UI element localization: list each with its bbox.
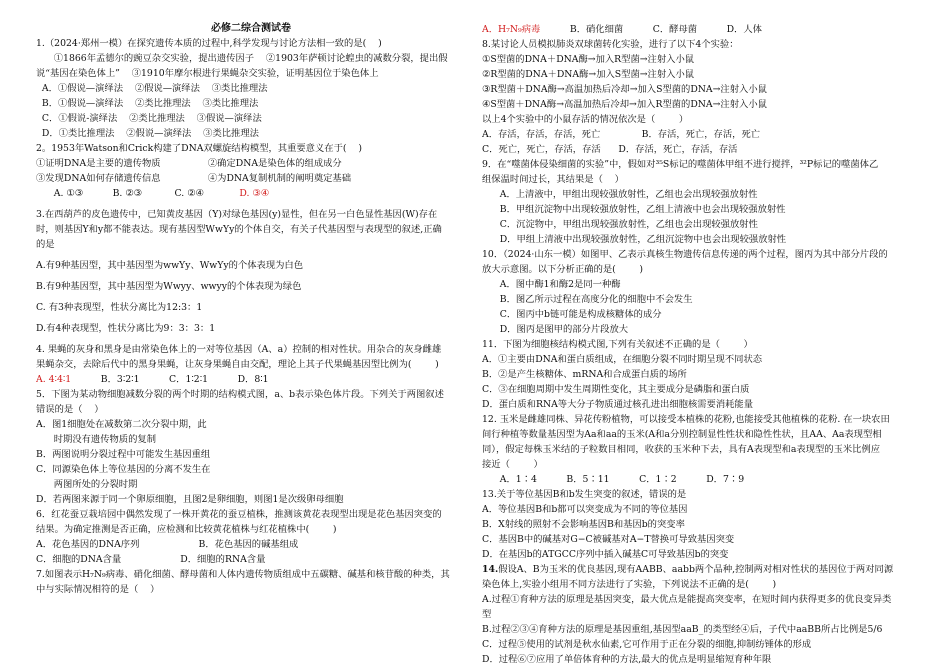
text-line bbox=[482, 82, 922, 97]
text-line bbox=[36, 186, 466, 201]
line-text: B．两图说明分裂过程中可能发生基因重组 bbox=[36, 449, 211, 460]
line-text: 时，则基因Y和y都不能表达。现有基因型WwYy的个体自交，有关子代基因型与表现型的叙述,正确 bbox=[36, 224, 442, 235]
line-text: B.过程②③④育种方法的原理是基因重组,基因型aaB_的类型经④后，子代中aaBB所占比例是5/6 bbox=[482, 624, 883, 635]
line-text: B．甲组沉淀物中出现较强放射性，乙组上清液中也会出现较强放射性 bbox=[482, 204, 786, 215]
line-text: 以上4个实验中的小鼠存活的情况依次是（ ） bbox=[482, 114, 689, 125]
text-line bbox=[482, 352, 922, 367]
text-line bbox=[482, 457, 922, 472]
text-line bbox=[482, 97, 922, 112]
text-line bbox=[36, 537, 466, 552]
line-text: D．在基因b的ATGCC序列中插入碱基C可导致基因b的突变 bbox=[482, 549, 729, 560]
text-line bbox=[482, 622, 922, 637]
line-text: 12. 玉米是雌雄同株、异花传粉植物，可以接受本植株的花粉,也能接受其他植株的花粉. 在一块农田 bbox=[482, 414, 890, 425]
line-text: C．死亡，死亡，存活，存活 D．存活，死亡，存活，存活 bbox=[482, 144, 738, 155]
line-text: 染色体上,实验小组用不同方法进行了实验，下列说法不正确的是( ) bbox=[482, 579, 777, 590]
text-line bbox=[482, 367, 922, 382]
text-line bbox=[482, 67, 922, 82]
text-line bbox=[36, 300, 466, 315]
text-line bbox=[482, 247, 922, 262]
line-text: C．细胞的DNA含量 D．细胞的RNA含量 bbox=[36, 554, 266, 565]
text-line bbox=[482, 502, 922, 517]
line-text: ②R型菌的DNA＋DNA酶→加入S型菌→注射入小鼠 bbox=[482, 69, 695, 80]
line-text: A．1∶4 B．5∶11 C．1∶2 D．7∶9 bbox=[482, 474, 745, 485]
text-line bbox=[36, 582, 466, 597]
text-line bbox=[36, 552, 466, 567]
line-text: C. 有3种表现型，性状分离比为12:3：1 bbox=[36, 302, 203, 313]
text-line bbox=[36, 522, 466, 537]
line-text: D．过程⑥⑦应用了单倍体育种的方法,最大的优点是明显缩短育种年限 bbox=[482, 654, 772, 665]
line-text: B．②是产生核糖体、mRNA和合成蛋白质的场所 bbox=[482, 369, 687, 380]
line-text: 组保温时间过长，其结果是（ ） bbox=[482, 174, 624, 185]
text-line bbox=[482, 517, 922, 532]
line-text: 果蝇杂交，去除后代中的黑身果蝇，让灰身果蝇自由交配，理论上其子代果蝇基因型比例为( ) bbox=[36, 359, 439, 370]
text-line bbox=[482, 217, 922, 232]
text-line bbox=[482, 322, 922, 337]
line-text: 接近（ ） bbox=[482, 459, 543, 470]
text-line bbox=[482, 187, 922, 202]
line-text: D.有4种表现型，性状分离比为9：3：3：1 bbox=[36, 323, 216, 334]
text-line bbox=[36, 96, 466, 111]
text-line bbox=[36, 477, 466, 492]
answer-mark: D. ③④ bbox=[239, 188, 270, 199]
text-line bbox=[36, 432, 466, 447]
line-text: 13.关于等位基因B和b发生突变的叙述，错误的是 bbox=[482, 489, 687, 500]
page-title: 必修二综合测试卷 bbox=[211, 23, 291, 34]
line-text: 说“基因在染色体上” ③1910年摩尔根进行果蝇杂交实验，证明基因位于染色体上 bbox=[36, 68, 379, 79]
text-line bbox=[36, 237, 466, 252]
text-line bbox=[482, 577, 922, 592]
text-line bbox=[36, 207, 466, 222]
text-line bbox=[36, 492, 466, 507]
text-line bbox=[482, 292, 922, 307]
line-text: A．上清液中，甲组出现较强放射性，乙组也会出现较强放射性 bbox=[482, 189, 758, 200]
line-text: 时期没有遗传物质的复制 bbox=[36, 434, 156, 445]
text-line bbox=[482, 142, 922, 157]
text-line bbox=[36, 462, 466, 477]
text-line bbox=[36, 447, 466, 462]
text-line bbox=[482, 337, 922, 352]
line-text: D．图丙是图甲的部分片段放大 bbox=[482, 324, 629, 335]
text-line bbox=[482, 52, 922, 67]
line-text: D．蛋白质和RNA等大分子物质通过核孔进出细胞核需要消耗能量 bbox=[482, 399, 754, 410]
line-text: A．等位基因B和b都可以突变成为不同的等位基因 bbox=[482, 504, 688, 515]
line-text: A．图中酶1和酶2是同一种酶 bbox=[482, 279, 621, 290]
line-text: B．3∶2∶1 C．1∶2∶1 D．8∶1 bbox=[71, 374, 269, 385]
line-text: C．过程⑤使用的试剂是秋水仙素,它可作用于正在分裂的细胞,抑制纺锤体的形成 bbox=[482, 639, 812, 650]
text-line bbox=[482, 487, 922, 502]
line-text: 间行种植等数量基因型为Aa和aa的玉米(A和a分别控制显性性状和隐性性状，且AA、Aa表现型相 bbox=[482, 429, 882, 440]
line-text: 7.如图表示H₇N₉病毒、硝化细菌、酵母菌和人体内遗传物质组成中五碳糖、碱基和核苷酸的种类，其 bbox=[36, 569, 450, 580]
text-line bbox=[36, 279, 466, 294]
line-text: A. ①③ B. ②③ C. ②④ bbox=[36, 188, 240, 199]
text-line bbox=[482, 112, 922, 127]
line-text: C．①假说-演绎法 ②类比推理法 ③假说—演绎法 bbox=[36, 113, 262, 124]
line-text: ①1866年孟德尔的豌豆杂交实验，提出遗传因子 ②1903年萨顿讨论蝗虫的减数分裂，提出假 bbox=[36, 53, 448, 64]
line-text: D．若两图来源于同一个卵原细胞，且图2是卵细胞，则图1是次级卵母细胞 bbox=[36, 494, 344, 505]
line-text: 3.在西葫芦的皮色遗传中，已知黄皮基因（Y)对绿色基因(y)显性，但在另一白色显性基因(W)存在 bbox=[36, 209, 438, 220]
line-text: 6．红花蚕豆栽培园中偶然发现了一株开黄花的蚕豆植株，推测该黄花表现型出现是花色基因突变的 bbox=[36, 509, 442, 520]
text-line bbox=[36, 321, 466, 336]
text-line bbox=[36, 81, 466, 96]
text-line bbox=[36, 258, 466, 273]
text-line bbox=[36, 36, 466, 51]
line-text: A．图1细胞处在减数第二次分裂中期，此 bbox=[36, 419, 207, 430]
line-text: ③R型菌＋DNA酶→高温加热后冷却→加入S型菌的DNA→注射入小鼠 bbox=[482, 84, 767, 95]
text-line bbox=[482, 307, 922, 322]
text-line bbox=[36, 171, 466, 186]
line-text: C．图丙中b链可能是构成核糖体的成分 bbox=[482, 309, 662, 320]
line-text: A．①主要由DNA和蛋白质组成，在细胞分裂不同时期呈现不同状态 bbox=[482, 354, 763, 365]
left-column bbox=[36, 0, 466, 597]
text-line bbox=[36, 51, 466, 66]
text-line bbox=[482, 442, 922, 457]
text-line bbox=[482, 382, 922, 397]
line-text: 4. 果蝇的灰身和黑身是由常染色体上的一对等位基因（A、a）控制的相对性状。用杂合的灰身雌雄 bbox=[36, 344, 442, 355]
text-line bbox=[482, 232, 922, 247]
text-line bbox=[36, 141, 466, 156]
line-text: 10．（2024·山东一模）如图甲、乙表示真核生物遗传信息传递的两个过程，图丙为其中部分片段的 bbox=[482, 249, 888, 260]
text-line bbox=[36, 372, 466, 387]
line-text: 结果。为确定推测是否正确，应检测和比较黄花植株与红花植株中( ) bbox=[36, 524, 337, 535]
text-line bbox=[482, 262, 922, 277]
line-text: B．硝化细菌 C．酵母菌 D．人体 bbox=[540, 24, 762, 35]
line-text: C．③在细胞周期中发生周期性变化，其主要成分是磷脂和蛋白质 bbox=[482, 384, 750, 395]
text-line bbox=[482, 472, 922, 487]
line-text: 假设A、B为玉米的优良基因,现有AABB、aabb两个品种,控制两对相对性状的基因位于两对同源 bbox=[498, 564, 894, 575]
text-line bbox=[36, 387, 466, 402]
text-line bbox=[482, 202, 922, 217]
text-line bbox=[482, 397, 922, 412]
text-line bbox=[482, 157, 922, 172]
text-line bbox=[482, 172, 922, 187]
line-text: 的是 bbox=[36, 239, 55, 250]
line-text: A．①假说—演绎法 ②假说—演绎法 ③类比推理法 bbox=[36, 83, 268, 94]
line-text: 1.（2024·郑州一模）在探究遗传本质的过程中,科学发现与讨论方法相一致的是( ) bbox=[36, 38, 382, 49]
line-text: C．同源染色体上等位基因的分离不发生在 bbox=[36, 464, 211, 475]
line-text: ①S型菌的DNA＋DNA酶→加入R型菌→注射入小鼠 bbox=[482, 54, 695, 65]
text-line bbox=[36, 567, 466, 582]
text-line bbox=[482, 532, 922, 547]
text-line bbox=[482, 562, 922, 577]
line-text: D．①类比推理法 ②假说—演绎法 ③类比推理法 bbox=[36, 128, 259, 139]
line-text: 8.某讨论人员模拟肺炎双球菌转化实验，进行了以下4个实验： bbox=[482, 39, 739, 50]
line-text: ①证明DNA是主要的遗传物质 ②确定DNA是染色体的组成成分 bbox=[36, 158, 342, 169]
text-line bbox=[482, 277, 922, 292]
text-line bbox=[36, 357, 466, 372]
answer-mark: A. 4∶4∶1 bbox=[36, 374, 72, 385]
text-line bbox=[36, 342, 466, 357]
text-line bbox=[36, 417, 466, 432]
line-text: ③发现DNA如何存储遗传信息 ④为DNA复制机制的阐明奠定基础 bbox=[36, 173, 352, 184]
text-line bbox=[482, 637, 922, 652]
line-text: 9．在“噬菌体侵染细菌的实验”中，假如对³⁵S标记的噬菌体甲组不进行搅拌，³²P标记的噬菌体乙 bbox=[482, 159, 879, 170]
line-text: A．花色基因的DNA序列 B．花色基因的碱基组成 bbox=[36, 539, 299, 550]
text-line bbox=[482, 22, 922, 37]
text-line bbox=[482, 427, 922, 442]
line-text: B．X射线的照射不会影响基因B和基因b的突变率 bbox=[482, 519, 685, 530]
text-line bbox=[36, 111, 466, 126]
line-text: ④S型菌＋DNA酶→高温加热后冷却→加入R型菌的DNA→注射入小鼠 bbox=[482, 99, 767, 110]
line-text: C．基因B中的碱基对G−C被碱基对A−T替换可导致基因突变 bbox=[482, 534, 735, 545]
line-text: 同），假定每株玉米结的子粒数目相同，收获的玉米种下去，具有A表现型和a表现型的玉米比例应 bbox=[482, 444, 881, 455]
line-text: 5．下图为某动物细胞减数分裂的两个时期的结构模式图，a、b表示染色体片段。下列关于两图叙述 bbox=[36, 389, 444, 400]
line-text: B．①假说—演绎法 ②类比推理法 ③类比推理法 bbox=[36, 98, 259, 109]
line-text: 放大示意图。以下分析正确的是( ) bbox=[482, 264, 644, 275]
line-text: B．图乙所示过程在高度分化的细胞中不会发生 bbox=[482, 294, 693, 305]
line-text: 中与实际情况相符的是（ ） bbox=[36, 584, 160, 595]
text-line bbox=[36, 402, 466, 417]
line-text: A．存活，存活，存活，死亡 B．存活，死亡，存活，死亡 bbox=[482, 129, 761, 140]
text-line bbox=[36, 222, 466, 237]
line-text: 错误的是（ ） bbox=[36, 404, 104, 415]
line-text: D．甲组上清液中出现较强放射性，乙组沉淀物中也会出现较强放射性 bbox=[482, 234, 787, 245]
line-text: 2。1953年Watson和Crick构建了DNA双螺旋结构模型，其重要意义在于( ) bbox=[36, 143, 362, 154]
text-line bbox=[36, 126, 466, 141]
line-text: A.有9种基因型，其中基因型为wwYy、WwYy的个体表现为白色 bbox=[36, 260, 304, 271]
text-line bbox=[482, 607, 922, 622]
text-line bbox=[482, 37, 922, 52]
text-line bbox=[36, 156, 466, 171]
text-line bbox=[482, 127, 922, 142]
line-text: A.过程①育种方法的原理是基因突变，最大优点是能提高突变率，在短时间内获得更多的优良变异类 bbox=[482, 594, 892, 605]
text-line bbox=[482, 652, 922, 667]
line-text: 型 bbox=[482, 609, 492, 620]
text-line bbox=[482, 412, 922, 427]
line-text: B.有9种基因型，其中基因型为Wwyy、wwyy的个体表现为绿色 bbox=[36, 281, 302, 292]
text-line bbox=[36, 507, 466, 522]
line-text: C．沉淀物中，甲组出现较强放射性，乙组也会出现较强放射性 bbox=[482, 219, 758, 230]
text-line bbox=[482, 547, 922, 562]
text-line bbox=[36, 66, 466, 81]
text-line bbox=[482, 592, 922, 607]
answer-mark: A．H₇N₉病毒 bbox=[482, 24, 541, 35]
line-text: 11．下图为细胞核结构模式图,下列有关叙述不正确的是（ ） bbox=[482, 339, 753, 350]
question-number: 14. bbox=[482, 564, 499, 575]
line-text: 两图所处的分裂时期 bbox=[36, 479, 138, 490]
right-column bbox=[482, 0, 922, 667]
